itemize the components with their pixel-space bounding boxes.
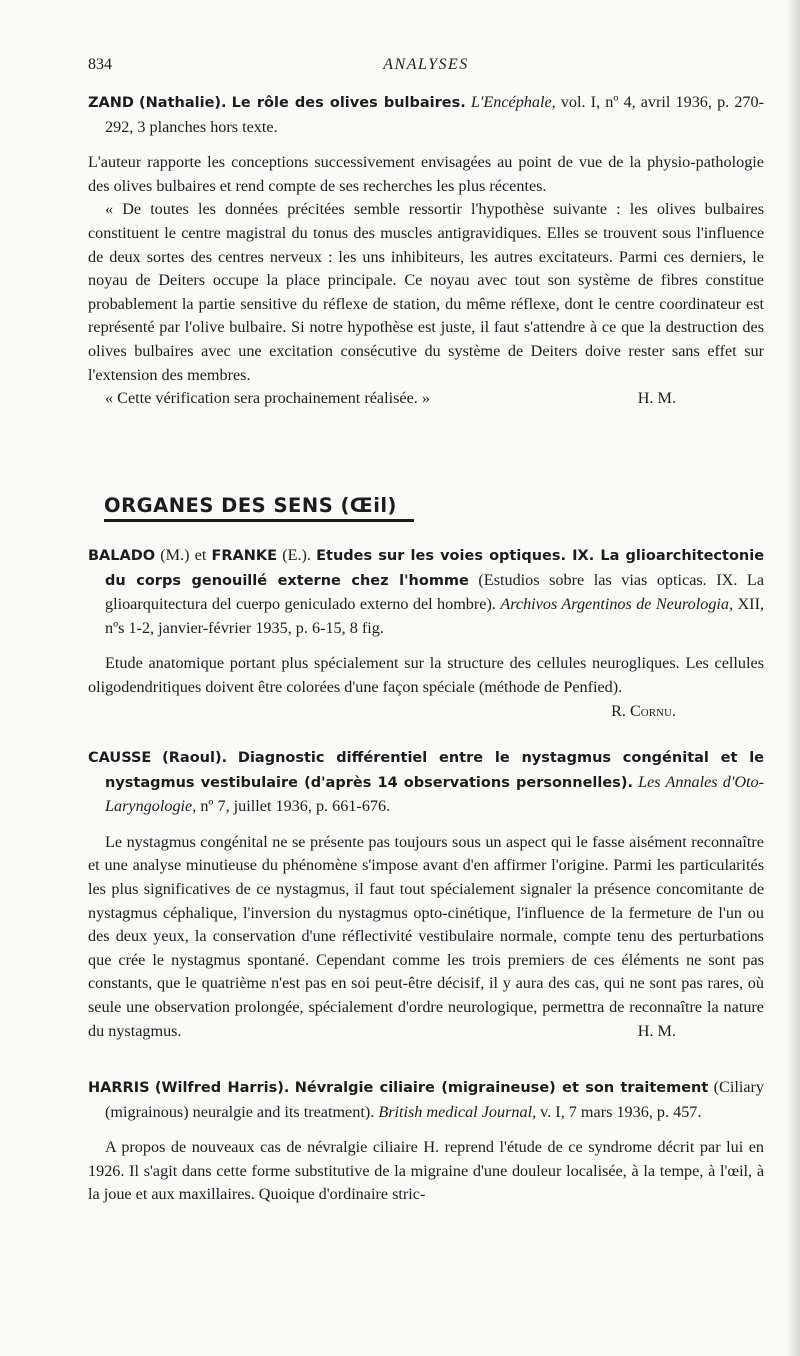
journal: British medical Journal,: [378, 1102, 537, 1121]
running-title: ANALYSES: [383, 56, 469, 73]
author-2: FRANKE: [211, 548, 278, 564]
citation: v. I, 7 mars 1936, p. 457.: [540, 1102, 702, 1121]
abstract: [88, 652, 764, 720]
author: CAUSSE: [88, 750, 152, 766]
author-first: (Nathalie).: [139, 95, 227, 111]
author-first: (Raoul).: [162, 750, 228, 766]
paragraph-last: [88, 652, 764, 720]
entry-harris: [88, 1076, 764, 1207]
entry-balado: [88, 544, 764, 723]
section-title: ORGANES DES SENS (Œil): [104, 494, 397, 517]
journal: Les Annales d'Oto-Laryngologie,: [105, 772, 764, 816]
paragraph-text: Etude anatomique portant plus spécialement sur la structure des cellules neurogliques. Les cellules oligodendritiques doivent être colorées d'une façon spéciale (méthode de Penfied).: [88, 654, 764, 696]
article-title: Diagnostic différentiel entre le nystagmus congénital et le nystagmus vestibulaire (d'après 14 observations personnelles).: [105, 750, 765, 791]
entry-zand: [88, 91, 764, 411]
citation: vol. I, nº 4, avril 1936, p. 270-292, 3 planches hors texte.: [105, 93, 765, 136]
paragraph: L'auteur rapporte les conceptions successivement envisagées au point de vue de la physio-pathologie des olives bulbaires et rend compte de ses recherches les plus récentes.: [88, 153, 764, 195]
author-first: (Wilfred Harris).: [154, 1080, 290, 1096]
translation: (Estudios sobre las vias opticas. IX. La glioarquitectura del cuerpo geniculado externo del hombre).: [105, 570, 765, 614]
journal: Archivos Argentinos de Neurologia,: [500, 595, 734, 614]
citation: XII, nºs 1-2, janvier-février 1935, p. 6-15, 8 fig.: [105, 595, 765, 637]
paragraph: « De toutes les données précitées semble ressortir l'hypothèse suivante : les olives bulbaires constituent le centre magistral du tonus des muscles antigravidiques. Elles se trouvent sous l'influence de deux sortes des centres nerveux : les uns inhibiteurs, les autres excitateurs. Parmi ces derniers, le noyau de Deiters occupe la place principale. Ce noyau avec tout son système de fibres constitue probablement la partie sensitive du réflexe de station, du même réflexe, dont le centre coordinateur est représenté par l'olive bulbaire. Si notre hypothèse est juste, il faut s'attendre à ce que la destruction des olives bulbaires avec une excitation consécutive du système de Deiters doive rester sans effet sur l'extension des membres.: [88, 200, 764, 384]
section-underline: [104, 519, 414, 522]
article-title: Etudes sur les voies optiques. IX. La glioarchitectonie du corps genouillé externe chez l'homme: [105, 548, 765, 589]
paragraph: A propos de nouveaux cas de névralgie ciliaire H. reprend l'étude de ce syndrome décrit par lui en 1926. Il s'agit dans cette forme substitutive de la migraine d'une douleur localisée, à la tempe, à l'œil, à la joue et aux maxillaires. Quoique d'ordinaire stric-: [88, 1138, 764, 1204]
abstract: [88, 1136, 764, 1207]
author: HARRIS: [88, 1080, 150, 1096]
article-title: Névralgie ciliaire (migraineuse) et son traitement: [294, 1080, 709, 1096]
paragraph-text: Le nystagmus congénital ne se présente pas toujours sous un aspect qui le fasse aisément reconnaître et une analyse minutieuse du phénomène s'impose avant d'en affirmer l'origine. Parmi les particularités les plus significatives de ce nystagmus, il faut tout spécialement signaler la présence concomitante de nystagmus céphalique, l'inversion du nystagmus opto-cinétique, l'influence de la fermeture de l'un ou des deux yeux, la conservation d'une réflectivité vestibulaire normale, compte tenu des perturbations que crée le nystagmus spontané. Cependant comme les trois premiers de ces éléments ne sont pas constants, que le quatrième n'est pas en soi peut-être décisif, il y aura des cas, qui ne sont pas rares, où seule une observation prolongée, spécialement d'ordre neurologique, permettra de reconnaître la nature du nystagmus.: [88, 832, 764, 1040]
reference: [88, 746, 764, 819]
signature: H. M.: [637, 389, 676, 408]
page-header: [88, 56, 764, 78]
abstract: [88, 151, 764, 411]
page-edge-shadow: [786, 0, 800, 1356]
paragraph-last: [88, 831, 764, 1043]
reference: [88, 91, 764, 139]
translation: (Ciliary (migrainous) neuralgie and its treatment).: [105, 1078, 764, 1121]
citation: nº 7, juillet 1936, p. 661-676.: [200, 797, 391, 816]
reference: [88, 1076, 764, 1124]
signature: H. M.: [637, 1021, 676, 1040]
author: BALADO: [88, 548, 156, 564]
author-2-first: (E.).: [282, 546, 311, 564]
entry-causse: [88, 746, 764, 1043]
journal: L'Encéphale,: [470, 93, 556, 111]
article-title: Le rôle des olives bulbaires.: [231, 95, 466, 111]
signature: R. Cornu.: [611, 701, 676, 720]
reference: [88, 544, 764, 640]
paragraph-text: « Cette vérification sera prochainement réalisée. »: [105, 389, 430, 408]
abstract: [88, 831, 764, 1043]
author: ZAND: [88, 95, 134, 111]
page-number: 834: [88, 56, 112, 73]
paragraph-last: [88, 387, 764, 411]
author-first: (M.) et: [160, 546, 207, 564]
